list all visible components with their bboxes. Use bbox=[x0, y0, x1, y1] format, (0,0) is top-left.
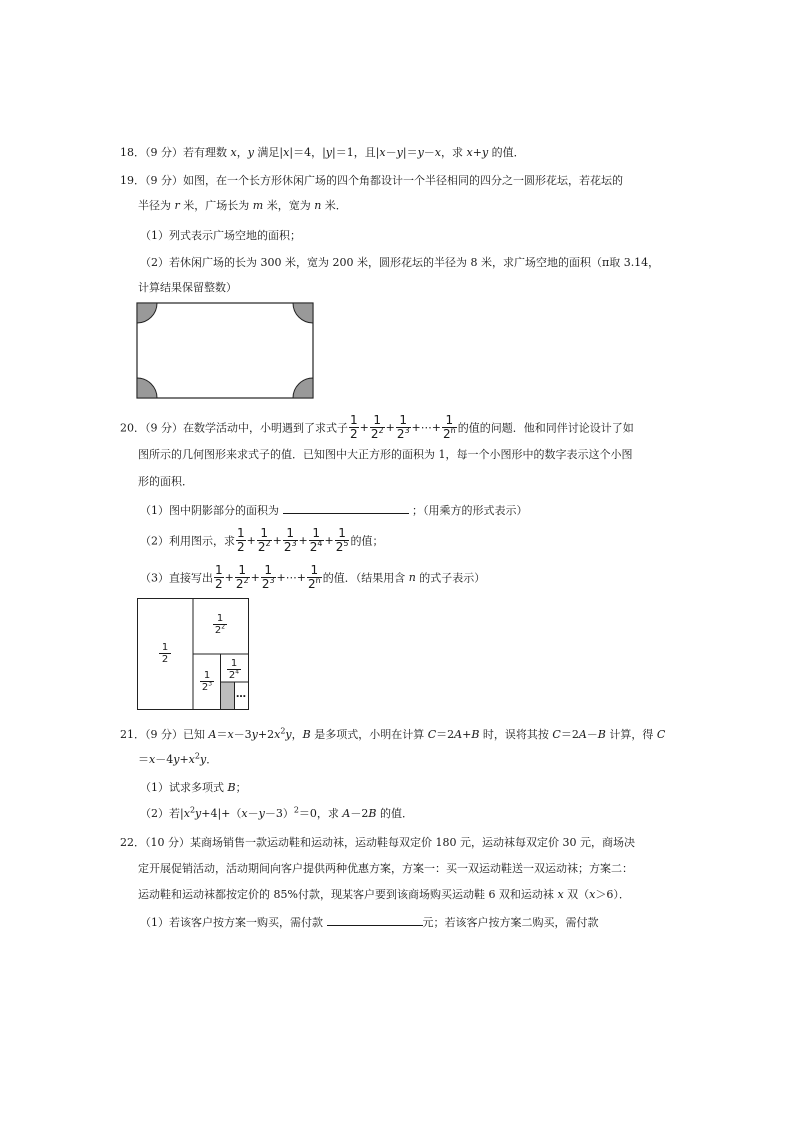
fraction-1-over-2-pow-n: $\frac{1}{2^n}$ bbox=[442, 413, 456, 441]
q21-sub2-text: －3） bbox=[264, 807, 294, 820]
q18-text: ，求 bbox=[441, 146, 467, 159]
plus-sign: + bbox=[385, 421, 395, 434]
q22-text: 某商场销售一款运动鞋和运动袜，运动鞋每双定价 180 元，运动袜每双定价 30 元，商场决 bbox=[190, 836, 635, 849]
q18-text: 满足| bbox=[253, 146, 284, 159]
q22-text: ＞6）． bbox=[595, 888, 630, 901]
fraction-1-over-2-pow-3: $\frac{1}{2^3}$ bbox=[261, 563, 275, 591]
q20-score: （9 分） bbox=[145, 421, 183, 435]
plus-sign: + bbox=[246, 534, 256, 547]
var-x: x bbox=[283, 146, 290, 159]
q22-number: 22． bbox=[120, 836, 145, 849]
q22-text: 运动鞋和运动袜都按定价的 85%付款，现某客户要到该商场购买运动鞋 6 双和运动袜 bbox=[138, 888, 558, 901]
fraction-1-over-2-pow-3: $\frac{1}{2^3}$ bbox=[396, 413, 410, 441]
q20-sub3-text: 的值．（结果用含 bbox=[322, 571, 409, 585]
var-y: y bbox=[195, 807, 202, 820]
q21-text: + bbox=[462, 728, 472, 741]
square-partition-figure bbox=[137, 598, 249, 710]
q22-sub-1 bbox=[140, 914, 599, 930]
fraction-1-over-2-pow-2: $\frac{1}{2^2}$ bbox=[257, 526, 271, 554]
fraction-1-over-2: $\frac{1}{2}$ bbox=[350, 413, 358, 441]
plus-sign: + bbox=[298, 534, 308, 547]
exponent: 2 bbox=[194, 751, 200, 761]
q21-text: －3 bbox=[233, 728, 252, 741]
q18-text: + bbox=[472, 146, 482, 159]
fraction-1-over-2-pow-5: $\frac{1}{2^5}$ bbox=[335, 526, 349, 554]
shaded-region bbox=[221, 683, 234, 710]
var-y: y bbox=[258, 807, 265, 820]
label-one-half: 1 2 bbox=[159, 642, 171, 665]
q20-sub2-text: （2）利用图示，求 bbox=[140, 534, 235, 548]
var-y: y bbox=[325, 146, 332, 159]
fraction-1-over-2-pow-4: $\frac{1}{2^4}$ bbox=[309, 526, 323, 554]
answer-blank-shaded-area[interactable] bbox=[283, 513, 409, 514]
var-x: x bbox=[466, 146, 473, 159]
var-x: x bbox=[589, 888, 596, 901]
q18-text: 的值． bbox=[488, 146, 525, 159]
q19-text: 米，广场长为 bbox=[179, 199, 253, 212]
q19-sub-2-line-2: 计算结果保留整数） bbox=[138, 281, 237, 294]
var-x: x bbox=[379, 146, 386, 159]
q21-text: 计算，得 bbox=[605, 728, 657, 741]
q20-sub-2 bbox=[140, 527, 383, 554]
q18-text: |＝4，| bbox=[289, 146, 326, 159]
var-A: A bbox=[454, 728, 463, 741]
label-one-over-2-pow-4: 1 $2^4$ bbox=[228, 658, 240, 681]
fraction-1-over-2: $\frac{1}{2}$ bbox=[237, 526, 245, 554]
fraction-1-over-2-pow-n: $\frac{1}{2^n}$ bbox=[307, 563, 321, 591]
q19-score: （9 分） bbox=[145, 174, 183, 187]
q21-text: ， bbox=[291, 728, 303, 741]
var-x: x bbox=[434, 146, 442, 159]
exponent: 2 bbox=[293, 805, 299, 815]
plaza-figure bbox=[136, 302, 316, 400]
var-n: n bbox=[408, 571, 416, 584]
q21-text: －4 bbox=[155, 753, 174, 766]
plus-sign: + bbox=[250, 571, 260, 584]
q21-text: 是多项式，小明在计算 bbox=[310, 728, 428, 741]
q19-text: 如图，在一个长方形休闲广场的四个角都设计一个半径相同的四分之一圆形花坛，若花坛的 bbox=[183, 174, 623, 187]
q22-sub1-text: 元；若该客户按方案二购买，需付款 bbox=[422, 916, 599, 929]
q18-text: － bbox=[385, 146, 397, 159]
plus-sign: + bbox=[276, 571, 286, 584]
var-A: A bbox=[208, 728, 217, 741]
var-B: B bbox=[471, 728, 480, 741]
q20-text: 在数学活动中，小明遇到了求式子 bbox=[183, 421, 348, 435]
q21-text: － bbox=[586, 728, 598, 741]
question-22-line-2: 定开展促销活动，活动期间向客户提供两种优惠方案，方案一：买一双运动鞋送一双运动袜；方案二： bbox=[138, 862, 633, 875]
var-B: B bbox=[368, 807, 377, 820]
var-x: x bbox=[557, 888, 564, 901]
q21-sub-2 bbox=[140, 805, 413, 821]
q19-text: 米． bbox=[321, 199, 347, 212]
q20-sub3-text: （3）直接写出 bbox=[140, 571, 213, 585]
q18-number: 18． bbox=[120, 146, 145, 159]
q19-sub-1: （1）列式表示广场空地的面积； bbox=[140, 229, 301, 242]
var-C: C bbox=[427, 728, 437, 741]
var-y: y bbox=[417, 146, 424, 159]
q21-sub2-text: － bbox=[247, 807, 259, 820]
var-y: y bbox=[199, 753, 207, 766]
var-y: y bbox=[247, 146, 254, 159]
q21-sub2-text: （2）若| bbox=[140, 807, 184, 820]
exponent: 2 bbox=[189, 805, 196, 815]
q18-score: （9 分） bbox=[145, 146, 183, 159]
q18-text: ， bbox=[236, 146, 248, 159]
question-22-line-1 bbox=[120, 834, 635, 850]
exponent: 2 bbox=[280, 726, 286, 736]
label-one-over-2-pow-3: 1 $2^3$ bbox=[201, 670, 213, 693]
q18-text: |＝ bbox=[402, 146, 418, 159]
plus-sign: + bbox=[296, 571, 306, 584]
q21-text: ． bbox=[206, 753, 218, 766]
question-21-line-2 bbox=[138, 751, 217, 767]
q21-text: ＝2 bbox=[560, 728, 579, 741]
question-20-line-3: 形的面积． bbox=[138, 475, 193, 488]
q21-text: +2 bbox=[257, 728, 275, 741]
q20-sub1-text: （1）图中阴影部分的面积为 bbox=[140, 504, 279, 517]
q21-sub1-text: ； bbox=[235, 781, 247, 794]
q21-score: （9 分） bbox=[145, 728, 183, 741]
var-n: n bbox=[314, 199, 322, 212]
var-m: m bbox=[252, 199, 264, 212]
var-x: x bbox=[230, 146, 237, 159]
var-A: A bbox=[578, 728, 587, 741]
answer-blank-plan-one[interactable] bbox=[327, 925, 423, 926]
q18-text: － bbox=[423, 146, 435, 159]
q21-text: 已知 bbox=[183, 728, 209, 741]
q19-sub-2-line-1: （2）若休闲广场的长为 300 米，宽为 200 米，圆形花坛的半径为 8 米，求广场空地的面积（π取 3.14， bbox=[140, 256, 660, 269]
plus-sign: + bbox=[431, 421, 441, 434]
q21-text: 时，误将其按 bbox=[479, 728, 553, 741]
question-18 bbox=[120, 144, 525, 160]
label-one-over-2-pow-2: 1 $2^2$ bbox=[214, 613, 226, 636]
var-x: x bbox=[274, 728, 281, 741]
plus-sign: + bbox=[359, 421, 369, 434]
var-C: C bbox=[552, 728, 561, 741]
question-21-line-1 bbox=[120, 726, 665, 742]
q19-number: 19． bbox=[120, 174, 145, 187]
plus-sign: + bbox=[272, 534, 282, 547]
q18-text: |＝1，且| bbox=[332, 146, 380, 159]
plaza-rectangle bbox=[137, 303, 313, 398]
q20-sub3-text: 的式子表示） bbox=[415, 571, 486, 585]
var-C: C bbox=[656, 728, 666, 741]
var-y: y bbox=[481, 146, 489, 159]
var-B: B bbox=[597, 728, 606, 741]
var-B: B bbox=[227, 781, 236, 794]
question-19-line-2 bbox=[138, 197, 347, 213]
q21-sub2-text: +4|+（ bbox=[201, 807, 242, 820]
q19-text: 米，宽为 bbox=[263, 199, 315, 212]
q20-sub-1 bbox=[140, 502, 528, 518]
q20-sub-3 bbox=[140, 564, 485, 591]
fraction-1-over-2-pow-2: $\frac{1}{2^2}$ bbox=[235, 563, 249, 591]
plus-sign: + bbox=[224, 571, 234, 584]
q21-sub1-text: （1）试求多项式 bbox=[140, 781, 228, 794]
var-x: x bbox=[241, 807, 248, 820]
question-20-line-2: 图所示的几何图形来求式子的值．已知图中大正方形的面积为 1，每一个小图形中的数字表示这个小图 bbox=[138, 448, 633, 461]
q21-sub2-text: ＝0，求 bbox=[298, 807, 343, 820]
q21-text: ＝2 bbox=[436, 728, 455, 741]
var-y: y bbox=[285, 728, 292, 741]
question-22-line-3 bbox=[138, 886, 630, 902]
var-y: y bbox=[251, 728, 258, 741]
plus-sign: + bbox=[411, 421, 421, 434]
var-x: x bbox=[149, 753, 156, 766]
q19-text: 半径为 bbox=[138, 199, 175, 212]
q20-sub1-text: ；（用乘方的形式表示） bbox=[412, 504, 528, 517]
q21-text: ＝ bbox=[138, 753, 149, 766]
q21-text: ＝ bbox=[216, 728, 228, 741]
q21-sub-1 bbox=[140, 779, 247, 795]
var-y: y bbox=[173, 753, 180, 766]
var-r: r bbox=[174, 199, 180, 212]
var-x: x bbox=[188, 753, 195, 766]
var-x: x bbox=[227, 728, 234, 741]
var-A: A bbox=[342, 807, 351, 820]
ellipsis: ⋯ bbox=[285, 571, 297, 584]
plus-sign: + bbox=[324, 534, 334, 547]
figure-ellipsis: … bbox=[236, 689, 246, 700]
q22-sub1-text: （1）若该客户按方案一购买，需付款 bbox=[140, 916, 323, 929]
var-y: y bbox=[396, 146, 403, 159]
q18-text: 若有理数 bbox=[183, 146, 231, 159]
question-19-line-1 bbox=[120, 172, 623, 188]
fraction-1-over-2: $\frac{1}{2}$ bbox=[215, 563, 223, 591]
q21-text: + bbox=[179, 753, 189, 766]
q20-text: 的值的问题．他和同伴讨论设计了如 bbox=[457, 421, 634, 435]
q21-sub2-text: 的值． bbox=[376, 807, 413, 820]
ellipsis: ⋯ bbox=[420, 421, 432, 434]
var-B: B bbox=[302, 728, 311, 741]
fraction-1-over-2-pow-3: $\frac{1}{2^3}$ bbox=[283, 526, 297, 554]
q20-sub2-text: 的值； bbox=[350, 534, 384, 548]
var-x: x bbox=[183, 807, 190, 820]
q22-text: 双（ bbox=[563, 888, 590, 901]
q21-sub2-text: －2 bbox=[350, 807, 369, 820]
square-partition-lines bbox=[137, 598, 249, 710]
q22-score: （10 分） bbox=[145, 836, 190, 849]
fraction-1-over-2-pow-2: $\frac{1}{2^2}$ bbox=[370, 413, 384, 441]
question-20-line-1 bbox=[120, 414, 634, 441]
q20-number: 20． bbox=[120, 421, 145, 435]
q21-number: 21． bbox=[120, 728, 145, 741]
